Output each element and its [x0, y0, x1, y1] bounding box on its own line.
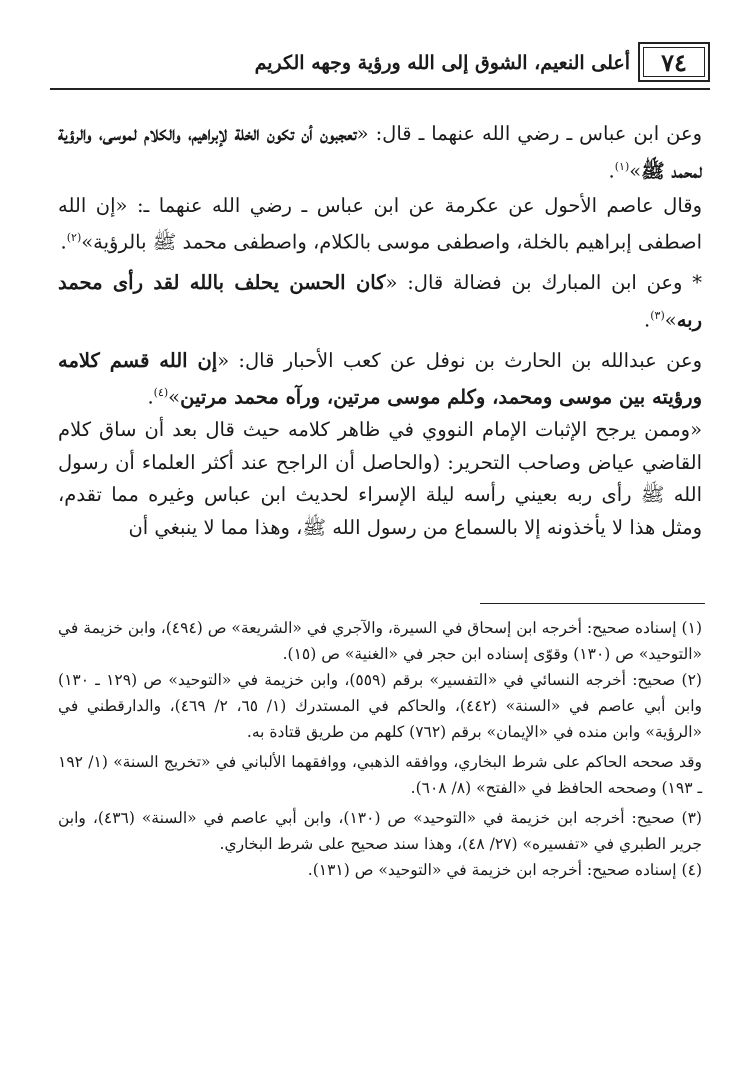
paragraph-1: [58, 118, 702, 188]
footnote-number: (٣): [681, 809, 702, 827]
punctuation: .: [608, 159, 615, 182]
footnote-ref: (٢): [66, 231, 82, 244]
quote-bold: كان الحسن يحلف بالله لقد رأى محمد ربه: [58, 271, 702, 331]
footnote-ref: (١): [614, 159, 630, 173]
paragraph-2: [58, 190, 702, 260]
footnote-number: (١): [681, 619, 702, 637]
footnote-2-note: [58, 749, 702, 801]
footnote-number: (٢): [681, 671, 702, 689]
footnote-1: [58, 615, 702, 667]
footnote-3: [58, 805, 702, 857]
page-number-box: [638, 42, 710, 82]
page-header: [50, 38, 710, 90]
footnote-text: وقد صححه الحاكم على شرط البخاري، ووافقه الذهبي، ووافقهما الألباني في «تخريج السنة» (١/ ١٩٢ ـ ١٩٣) وصححه الحافظ في «الفتح» (٨/ ٦٠٨).: [58, 753, 702, 797]
paragraph-4: [58, 345, 702, 415]
footnote-text: صحيح: أخرجه النسائي في «التفسير» برقم (٥٥٩)، وابن خزيمة في «التوحيد» ص (١٢٩ ـ ١٣٠) وابن أبي عاصم في «السنة» (٤٤٢)، والحاكم في المستدرك (١/ ٦٥، ٢/ ٤٦٩)، والدارقطني في «الرؤية» وابن منده في «الإيمان» برقم (٧٦٢) كلهم من طريق قتادة به.: [58, 671, 702, 741]
paragraph-text: وعن عبدالله بن الحارث بن نوفل عن كعب الأحبار قال: «: [217, 348, 702, 372]
quote-close: »: [664, 308, 677, 331]
paragraph-text: «وممن يرجح الإثبات الإمام النووي في ظاهر كلامه حيث قال بعد أن ساق كلام القاضي عياض وصاحب التحرير: (والحاصل أن الراجح عند أكثر العلماء أن رسول الله ﷺ رأى ربه بعيني رأسه ليلة الإسراء لحديث ابن عباس وغيره مما تقدم، ومثل هذا لا يأخذونه إلا بالسماع من رسول الله ﷺ، وهذا مما لا ينبغي أن: [58, 418, 702, 539]
quote-bold: تعجبون أن تكون الخلة لإبراهيم، والكلام لموسى، والرؤية لمحمد ﷺ: [58, 122, 702, 182]
footnote-text: إسناده صحيح: أخرجه ابن إسحاق في السيرة، والآجري في «الشريعة» ص (٤٩٤)، وابن خزيمة في «التوحيد» ص (١٣٠) وقوّى إسناده ابن حجر في «الغنية» ص (١٥).: [58, 619, 702, 663]
header-rule: [50, 88, 710, 90]
footnote-ref: (٤): [153, 386, 169, 399]
footnote-number: (٤): [681, 861, 702, 879]
paragraph-text: وعن ابن عباس ـ رضي الله عنهما ـ قال: «: [356, 122, 702, 145]
paragraph-3: [58, 267, 702, 337]
footnote-text: صحيح: أخرجه ابن خزيمة في «التوحيد» ص (١٣٠)، وابن أبي عاصم في «السنة» (٤٣٦)، وابن جرير الطبري في «تفسيره» (٢٧/ ٤٨)، وهذا سند صحيح على شرط البخاري.: [58, 809, 702, 853]
footnote-separator: [480, 603, 705, 604]
paragraph-text: * وعن ابن المبارك بن فضالة قال: «: [385, 271, 702, 294]
footnotes: [58, 615, 702, 883]
quote-close: »: [629, 159, 642, 182]
footnote-4: [58, 857, 702, 883]
footnote-2: [58, 667, 702, 745]
paragraph-text: وقال عاصم الأحول عن عكرمة عن ابن عباس ـ رضي الله عنهما ـ: «إن الله اصطفى إبراهيم بالخلة، واصطفى موسى بالكلام، واصطفى محمد ﷺ بالرؤية»: [58, 193, 702, 254]
paragraph-5: [58, 414, 702, 544]
page-number: ٧٤: [661, 47, 687, 77]
punctuation: .: [147, 385, 154, 409]
footnote-ref: (٣): [650, 308, 665, 322]
quote-bold: إن الله قسم كلامه ورؤيته بين موسى ومحمد، وكلم موسى مرتين، ورآه محمد مرتين: [58, 348, 702, 409]
punctuation: .: [644, 308, 651, 331]
punctuation: .: [60, 230, 67, 254]
running-title: أعلى النعيم، الشوق إلى الله ورؤية وجهه الكريم: [254, 52, 630, 74]
quote-close: »: [168, 385, 181, 409]
main-text: [58, 118, 702, 544]
footnote-text: إسناده صحيح: أخرجه ابن خزيمة في «التوحيد» ص (١٣١).: [307, 861, 677, 879]
